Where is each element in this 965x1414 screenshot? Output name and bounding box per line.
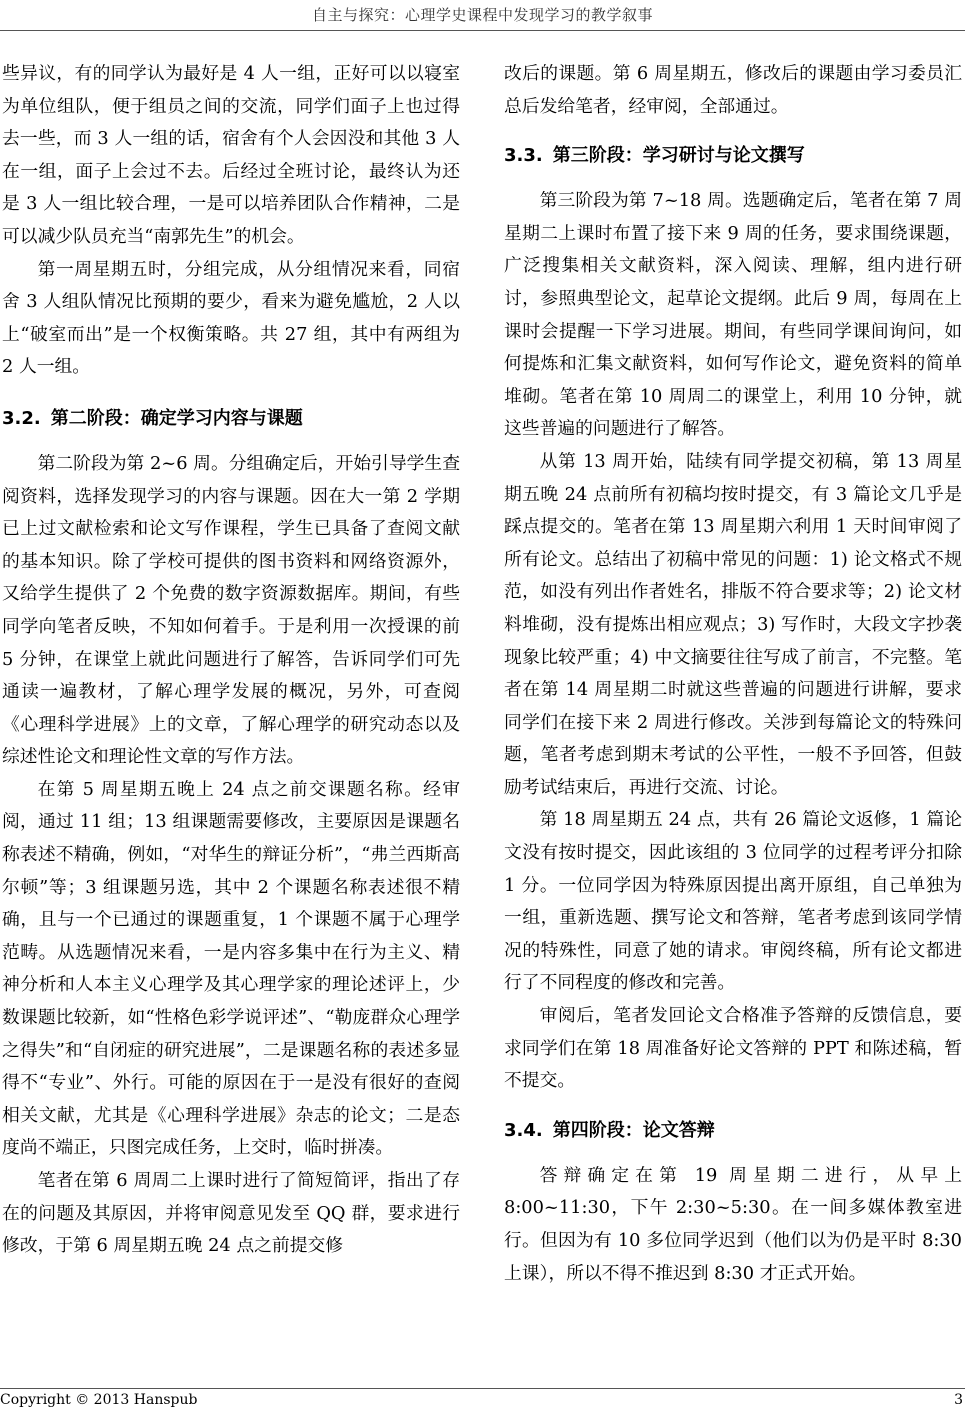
paragraph: 第 18 周星期五 24 点，共有 26 篇论文返修，1 篇论文没有按时提交，因此该组的 3 位同学的过程考评分扣除 1 分。一位同学因为特殊原因提出离开原组，自己单独为一组，重新选题、撰写论文和答辩，笔者考虑到该同学情况的特殊性，同意了她的请求。审阅终稿，所有论文都进行了不同程度的修改和完善。 xyxy=(504,809,962,994)
paragraph: 笔者在第 6 周周二上课时进行了简短简评，指出了存在的问题及其原因，并将审阅意见发至 QQ 群，要求进行修改，于第 6 周星期五晚 24 点之前提交修 xyxy=(2,1170,460,1257)
header-rule xyxy=(0,30,965,31)
section-number: 3.3. xyxy=(504,145,543,167)
section-title: 第四阶段：论文答辩 xyxy=(552,1119,715,1141)
paragraph: 第二阶段为第 2~6 周。分组确定后，开始引导学生查阅资料，选择发现学习的内容与课题。因在大一第 2 学期已上过文献检索和论文写作课程，学生已具备了查阅文献的基本知识。除了学校可提供的图书资料和网络资源外，又给学生提供了 2 个免费的数字资源数据库。期间，有些同学向笔者反映，不知如何着手。于是利用一次授课的前 5 分钟，在课堂上就此问题进行了解答，告诉同学们可先通读一遍教材，了解心理学发展的概况，另外，可查阅《心理科学进展》上的文章，了解心理学的研究动态以及综述性论文和理论性文章的写作方法。 xyxy=(2,452,460,768)
section-heading-3-2 xyxy=(2,404,460,434)
left-column xyxy=(2,58,460,1263)
paragraph: 从第 13 周开始，陆续有同学提交初稿，第 13 周星期五晚 24 点前所有初稿均按时提交，有 3 篇论文几乎是踩点提交的。笔者在第 13 周星期六利用 1 天时间审阅了所有论文。总结出了初稿中常见的问题：1) 论文格式不规范，如没有列出作者姓名，排版不符合要求等；2) 论文材料堆砌，没有提炼出相应观点；3) 写作时，大段文字抄袭现象比较严重；4) 中文摘要往往写成了前言，不完整。笔者在第 14 周星期二时就这些普遍的问题进行讲解，要求同学们在接下来 2 周进行修改。关涉到每篇论文的特殊问题，笔者考虑到期末考试的公平性，一般不予回答，但鼓励考试结束后，再进行交流、讨论。 xyxy=(504,450,962,798)
section-number: 3.4. xyxy=(504,1119,543,1141)
section-title: 第二阶段：确定学习内容与课题 xyxy=(50,407,303,429)
paragraph: 第一周星期五时，分组完成，从分组情况来看，同宿舍 3 人组队情况比预期的要少，看来为避免尴尬，2 人以上“破室而出”是一个权衡策略。共 27 组，其中有两组为 2 人一组。 xyxy=(2,258,460,378)
paragraph: 第三阶段为第 7~18 周。选题确定后，笔者在第 7 周星期二上课时布置了接下来 9 周的任务，要求围绕课题，广泛搜集相关文献资料，深入阅读、理解，组内进行研讨，参照典型论文，起草论文提纲。此后 9 周，每周在上课时会提醒一下学习进展。期间，有些同学课间询问，如何提炼和汇集文献资料，如何写作论文，避免资料的简单堆砌。笔者在第 10 周周二的课堂上，利用 10 分钟，就这些普遍的问题进行了解答。 xyxy=(504,190,962,440)
paragraph: 审阅后，笔者发回论文合格准予答辩的反馈信息，要求同学们在第 18 周准备好论文答辩的 PPT 和陈述稿，暂不提交。 xyxy=(504,1005,962,1092)
page-footer xyxy=(0,1392,963,1408)
footer-rule xyxy=(0,1388,965,1389)
copyright-notice: Copyright © 2013 Hanspub xyxy=(0,1392,198,1408)
running-header: 自主与探究：心理学史课程中发现学习的教学叙事 xyxy=(311,6,653,24)
right-column xyxy=(504,58,962,1290)
paragraph: 答辩确定在第 19 周星期二进行，从早上 8:00~11:30，下午 2:30~5:30。在一间多媒体教室进行。但因为有 10 多位同学迟到（他们以为仍是平时 8:30 上课），所以不得不推迟到 8:30 才正式开始。 xyxy=(504,1164,962,1284)
section-heading-3-3 xyxy=(504,141,962,171)
section-heading-3-4 xyxy=(504,1116,962,1146)
paragraph: 改后的课题。第 6 周星期五，修改后的课题由学习委员汇总后发给笔者，经审阅，全部通过。 xyxy=(504,63,962,117)
section-title: 第三阶段：学习研讨与论文撰写 xyxy=(552,145,805,167)
paragraph: 在第 5 周星期五晚上 24 点之前交课题名称。经审阅，通过 11 组；13 组课题需要修改，主要原因是课题名称表述不精确，例如，“对华生的辩证分析”，“弗兰西斯高尔顿”等；3 组课题另选，其中 2 个课题名称表述很不精确，且与一个已通过的课题重复，1 个课题不属于心理学范畴。从选题情况来看，一是内容多集中在行为主义、精神分析和人本主义心理学及其心理学家的理论述评上，少数课题比较新，如“性格色彩学说评述”、“勒庞群众心理学之得失”和“自闭症的研究进展”，二是课题名称的表述多显得不“专业”、外行。可能的原因在于一是没有很好的查阅相关文献，尤其是《心理科学进展》杂志的论文；二是态度尚不端正，只图完成任务，上交时，临时拼凑。 xyxy=(2,778,460,1159)
section-number: 3.2. xyxy=(2,407,41,429)
page-number: 3 xyxy=(954,1392,963,1408)
paragraph: 些异议，有的同学认为最好是 4 人一组，正好可以以寝室为单位组队，便于组员之间的交流，同学们面子上也过得去一些，而 3 人一组的话，宿舍有个人会因没和其他 3 人在一组，面子上会过不去。后经过全班讨论，最终认为还是 3 人一组比较合理，一是可以培养团队合作精神，二是可以减少队员充当“南郭先生”的机会。 xyxy=(2,63,460,247)
